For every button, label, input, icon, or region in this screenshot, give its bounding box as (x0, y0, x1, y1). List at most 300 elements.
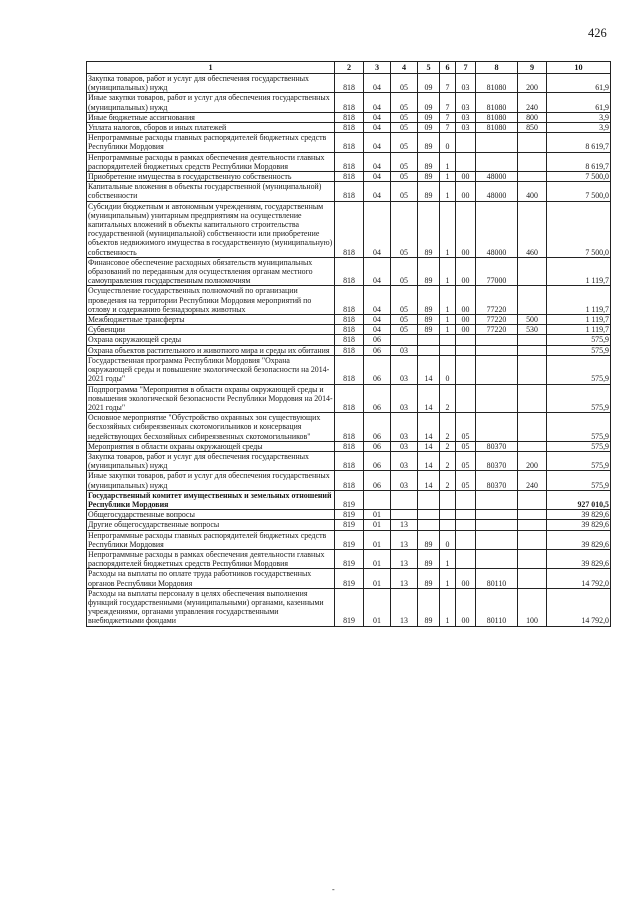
table-row (87, 112, 611, 122)
row-amount: 39 829,6 (547, 530, 611, 549)
row-code-c9: 800 (518, 112, 547, 122)
row-code-c6: 1 (440, 172, 456, 182)
row-code-c4: 05 (391, 182, 418, 201)
table-row (87, 74, 611, 93)
row-code-c3: 04 (364, 93, 391, 112)
row-code-c8: 48000 (476, 182, 518, 201)
row-code-c3: 04 (364, 152, 391, 171)
row-code-c3: 06 (364, 441, 391, 451)
row-name: Основное мероприятие "Обустройство охранных зон существующих бесхозяйных сибиреязвенных скотомогильников и консервация недействующих бесхозяйных сибиреязвенных скотомогильников" (87, 413, 335, 442)
row-code-c4: 05 (391, 201, 418, 257)
row-code-c6: 2 (440, 471, 456, 490)
row-code-c4: 03 (391, 441, 418, 451)
row-code-c3: 06 (364, 384, 391, 413)
row-code-c7: 00 (456, 182, 476, 201)
row-amount: 7 500,0 (547, 182, 611, 201)
row-code-c3: 04 (364, 172, 391, 182)
row-name: Межбюджетные трансферты (87, 315, 335, 325)
row-code-c7 (456, 335, 476, 345)
row-amount: 575,9 (547, 441, 611, 451)
row-code-c3: 01 (364, 520, 391, 530)
row-code-c9 (518, 490, 547, 509)
row-code-c5: 09 (418, 112, 440, 122)
row-code-c2: 818 (335, 286, 364, 315)
row-code-c3: 06 (364, 355, 391, 384)
column-header-4: 4 (391, 62, 418, 74)
row-code-c9 (518, 257, 547, 286)
row-code-c2: 819 (335, 510, 364, 520)
column-header-1: 1 (87, 62, 335, 74)
row-code-c3 (364, 490, 391, 509)
table-row (87, 588, 611, 626)
row-amount: 1 119,7 (547, 257, 611, 286)
row-code-c6: 7 (440, 74, 456, 93)
row-code-c9: 850 (518, 123, 547, 133)
row-name: Непрограммные расходы главных распорядителей бюджетных средств Республики Мордовия (87, 530, 335, 549)
row-name: Непрограммные расходы в рамках обеспечения деятельности главных распорядителей бюджетных средств Республики Мордовия (87, 152, 335, 171)
row-code-c8 (476, 384, 518, 413)
row-name: Иные закупки товаров, работ и услуг для обеспечения государственных (муниципальных) нужд (87, 93, 335, 112)
row-code-c4: 05 (391, 123, 418, 133)
row-code-c5: 89 (418, 315, 440, 325)
row-amount: 575,9 (547, 413, 611, 442)
row-name: Субсидии бюджетным и автономным учреждениям, государственным (муниципальным) унитарным предприятиям на осуществление капитальных вложений в объекты капитального строительства государственной (муниципальной) собственности или приобретение объектов недвижимого имущества в государственную (муниципальную) собственность (87, 201, 335, 257)
row-amount: 1 119,7 (547, 286, 611, 315)
row-code-c8: 77220 (476, 325, 518, 335)
table-row (87, 335, 611, 345)
row-code-c2: 818 (335, 257, 364, 286)
row-code-c5: 14 (418, 384, 440, 413)
row-code-c4: 05 (391, 172, 418, 182)
row-amount: 8 619,7 (547, 152, 611, 171)
row-code-c3: 06 (364, 413, 391, 442)
row-code-c8: 81080 (476, 123, 518, 133)
budget-table (86, 61, 611, 627)
row-code-c9 (518, 413, 547, 442)
row-code-c7: 03 (456, 74, 476, 93)
row-code-c2: 818 (335, 123, 364, 133)
row-code-c2: 818 (335, 133, 364, 152)
row-code-c3: 01 (364, 530, 391, 549)
row-code-c5 (418, 490, 440, 509)
row-code-c6: 1 (440, 201, 456, 257)
row-code-c4 (391, 490, 418, 509)
row-code-c4: 05 (391, 286, 418, 315)
row-code-c3: 04 (364, 315, 391, 325)
row-code-c7: 05 (456, 451, 476, 470)
row-code-c2: 818 (335, 451, 364, 470)
row-code-c5: 89 (418, 549, 440, 568)
row-amount: 575,9 (547, 471, 611, 490)
row-code-c8: 77000 (476, 257, 518, 286)
row-code-c3: 04 (364, 182, 391, 201)
row-code-c5 (418, 345, 440, 355)
row-code-c5: 14 (418, 441, 440, 451)
row-code-c3: 01 (364, 588, 391, 626)
row-code-c8: 81080 (476, 74, 518, 93)
row-code-c7 (456, 520, 476, 530)
row-code-c8: 48000 (476, 172, 518, 182)
row-code-c2: 819 (335, 490, 364, 509)
row-code-c2: 818 (335, 152, 364, 171)
row-amount: 7 500,0 (547, 201, 611, 257)
row-code-c2: 818 (335, 441, 364, 451)
row-code-c7: 05 (456, 471, 476, 490)
row-code-c9 (518, 335, 547, 345)
row-code-c4: 05 (391, 74, 418, 93)
table-row (87, 441, 611, 451)
row-amount: 575,9 (547, 345, 611, 355)
row-code-c7: 00 (456, 172, 476, 182)
row-code-c3: 04 (364, 201, 391, 257)
row-code-c6: 7 (440, 112, 456, 122)
row-amount: 61,9 (547, 74, 611, 93)
row-code-c3: 06 (364, 345, 391, 355)
table-row (87, 569, 611, 588)
row-code-c3: 04 (364, 74, 391, 93)
row-code-c6: 1 (440, 549, 456, 568)
table-row (87, 520, 611, 530)
row-code-c9: 500 (518, 315, 547, 325)
row-name: Государственная программа Республики Мордовия "Охрана окружающей среды и повышение экологической безопасности на 2014-2021 годы" (87, 355, 335, 384)
row-code-c7: 00 (456, 286, 476, 315)
footer-mark: - (332, 885, 335, 894)
table-row (87, 152, 611, 171)
row-code-c6: 0 (440, 530, 456, 549)
row-name: Государственный комитет имущественных и земельных отношений Республики Мордовия (87, 490, 335, 509)
row-code-c7: 05 (456, 413, 476, 442)
table-row (87, 315, 611, 325)
row-code-c6: 7 (440, 93, 456, 112)
row-name: Уплата налогов, сборов и иных платежей (87, 123, 335, 133)
page-number: 426 (588, 26, 607, 40)
row-code-c6: 2 (440, 413, 456, 442)
row-code-c5: 89 (418, 172, 440, 182)
row-code-c4: 05 (391, 152, 418, 171)
table-row (87, 413, 611, 442)
row-code-c7 (456, 345, 476, 355)
row-code-c8: 80370 (476, 441, 518, 451)
row-name: Субвенции (87, 325, 335, 335)
row-name: Общегосударственные вопросы (87, 510, 335, 520)
row-code-c9: 400 (518, 182, 547, 201)
row-amount: 39 829,6 (547, 510, 611, 520)
row-code-c2: 818 (335, 74, 364, 93)
column-header-2: 2 (335, 62, 364, 74)
table-row (87, 93, 611, 112)
table-row (87, 471, 611, 490)
row-code-c7 (456, 510, 476, 520)
row-code-c8 (476, 413, 518, 442)
row-code-c4: 03 (391, 384, 418, 413)
row-name: Непрограммные расходы главных распорядителей бюджетных средств Республики Мордовия (87, 133, 335, 152)
row-amount: 3,9 (547, 123, 611, 133)
row-code-c7: 03 (456, 112, 476, 122)
row-code-c4: 13 (391, 588, 418, 626)
row-code-c3: 01 (364, 510, 391, 520)
row-code-c6 (440, 520, 456, 530)
row-code-c9 (518, 345, 547, 355)
row-code-c2: 818 (335, 93, 364, 112)
column-header-7: 7 (456, 62, 476, 74)
row-code-c9 (518, 441, 547, 451)
row-code-c6: 1 (440, 182, 456, 201)
row-code-c7: 00 (456, 325, 476, 335)
column-header-3: 3 (364, 62, 391, 74)
column-header-10: 10 (547, 62, 611, 74)
table-row (87, 510, 611, 520)
table-row (87, 490, 611, 509)
row-code-c7: 00 (456, 257, 476, 286)
row-code-c8 (476, 490, 518, 509)
row-code-c3: 06 (364, 471, 391, 490)
row-name: Мероприятия в области охраны окружающей среды (87, 441, 335, 451)
row-code-c9: 530 (518, 325, 547, 335)
table-row (87, 123, 611, 133)
row-code-c5: 89 (418, 201, 440, 257)
row-code-c7 (456, 384, 476, 413)
row-code-c7: 00 (456, 588, 476, 626)
row-code-c6: 1 (440, 152, 456, 171)
row-amount: 575,9 (547, 384, 611, 413)
row-amount: 8 619,7 (547, 133, 611, 152)
row-code-c6: 2 (440, 441, 456, 451)
row-code-c2: 819 (335, 520, 364, 530)
table-row (87, 530, 611, 549)
table-row (87, 355, 611, 384)
row-code-c7 (456, 355, 476, 384)
table-row (87, 384, 611, 413)
row-code-c4: 05 (391, 93, 418, 112)
row-code-c5: 89 (418, 588, 440, 626)
row-name: Охрана окружающей среды (87, 335, 335, 345)
row-code-c2: 819 (335, 530, 364, 549)
row-code-c8 (476, 152, 518, 171)
row-code-c9 (518, 133, 547, 152)
row-code-c5: 09 (418, 74, 440, 93)
table-row (87, 257, 611, 286)
row-code-c9: 240 (518, 471, 547, 490)
row-code-c5: 89 (418, 182, 440, 201)
row-amount: 1 119,7 (547, 325, 611, 335)
row-code-c3: 04 (364, 133, 391, 152)
table-row (87, 182, 611, 201)
row-code-c7 (456, 152, 476, 171)
row-code-c5: 89 (418, 152, 440, 171)
row-code-c8: 80370 (476, 451, 518, 470)
row-code-c6: 1 (440, 286, 456, 315)
row-code-c5: 89 (418, 569, 440, 588)
row-code-c4: 03 (391, 413, 418, 442)
row-code-c9 (518, 172, 547, 182)
row-code-c8: 77220 (476, 315, 518, 325)
row-code-c4: 13 (391, 569, 418, 588)
row-code-c6 (440, 510, 456, 520)
row-code-c4: 05 (391, 257, 418, 286)
row-amount: 7 500,0 (547, 172, 611, 182)
row-code-c9 (518, 384, 547, 413)
row-code-c7: 00 (456, 201, 476, 257)
row-code-c6 (440, 345, 456, 355)
row-code-c4: 03 (391, 345, 418, 355)
row-amount: 39 829,6 (547, 520, 611, 530)
row-code-c5 (418, 335, 440, 345)
row-code-c9: 460 (518, 201, 547, 257)
row-code-c8 (476, 133, 518, 152)
table-row (87, 325, 611, 335)
row-code-c6 (440, 335, 456, 345)
row-code-c2: 819 (335, 569, 364, 588)
row-code-c6: 2 (440, 451, 456, 470)
row-code-c2: 818 (335, 201, 364, 257)
row-code-c5: 14 (418, 451, 440, 470)
row-code-c2: 818 (335, 335, 364, 345)
row-amount: 39 829,6 (547, 549, 611, 568)
row-code-c9: 100 (518, 588, 547, 626)
row-code-c4: 13 (391, 549, 418, 568)
row-code-c8: 81080 (476, 93, 518, 112)
row-code-c8 (476, 335, 518, 345)
column-header-9: 9 (518, 62, 547, 74)
row-code-c9 (518, 549, 547, 568)
row-code-c6 (440, 490, 456, 509)
row-code-c5: 89 (418, 325, 440, 335)
row-code-c8: 80110 (476, 588, 518, 626)
row-amount: 575,9 (547, 451, 611, 470)
row-code-c6: 0 (440, 133, 456, 152)
row-code-c2: 818 (335, 182, 364, 201)
row-code-c8 (476, 345, 518, 355)
row-code-c6: 0 (440, 355, 456, 384)
row-code-c7: 03 (456, 123, 476, 133)
row-code-c7: 00 (456, 569, 476, 588)
row-code-c9: 200 (518, 74, 547, 93)
row-code-c9 (518, 510, 547, 520)
row-code-c2: 818 (335, 112, 364, 122)
row-code-c8 (476, 355, 518, 384)
table-row (87, 345, 611, 355)
row-name: Капитальные вложения в объекты государственной (муниципальной) собственности (87, 182, 335, 201)
row-code-c2: 818 (335, 471, 364, 490)
row-code-c2: 818 (335, 345, 364, 355)
row-code-c4: 05 (391, 133, 418, 152)
row-code-c8: 80370 (476, 471, 518, 490)
row-code-c5: 89 (418, 286, 440, 315)
row-amount: 3,9 (547, 112, 611, 122)
row-name: Иные бюджетные ассигнования (87, 112, 335, 122)
row-code-c2: 818 (335, 325, 364, 335)
row-code-c4: 03 (391, 471, 418, 490)
row-amount: 14 792,0 (547, 569, 611, 588)
row-code-c4: 13 (391, 530, 418, 549)
row-code-c2: 819 (335, 549, 364, 568)
row-code-c6: 1 (440, 588, 456, 626)
column-header-5: 5 (418, 62, 440, 74)
row-code-c6: 1 (440, 325, 456, 335)
row-code-c5: 89 (418, 133, 440, 152)
row-code-c9 (518, 152, 547, 171)
row-code-c5: 09 (418, 93, 440, 112)
row-name: Закупка товаров, работ и услуг для обеспечения государственных (муниципальных) нужд (87, 74, 335, 93)
table-row (87, 549, 611, 568)
row-code-c9 (518, 530, 547, 549)
row-code-c3: 01 (364, 549, 391, 568)
row-code-c6: 1 (440, 569, 456, 588)
row-code-c6: 1 (440, 257, 456, 286)
row-amount: 575,9 (547, 355, 611, 384)
row-code-c5: 14 (418, 471, 440, 490)
row-code-c8 (476, 549, 518, 568)
row-code-c5: 14 (418, 355, 440, 384)
row-code-c9: 240 (518, 93, 547, 112)
row-code-c8: 80110 (476, 569, 518, 588)
row-code-c2: 818 (335, 355, 364, 384)
row-code-c2: 818 (335, 315, 364, 325)
row-code-c5 (418, 510, 440, 520)
row-code-c2: 818 (335, 384, 364, 413)
row-amount: 927 010,5 (547, 490, 611, 509)
row-code-c7 (456, 490, 476, 509)
row-code-c4: 05 (391, 325, 418, 335)
row-code-c3: 04 (364, 325, 391, 335)
column-header-6: 6 (440, 62, 456, 74)
row-code-c4 (391, 335, 418, 345)
row-name: Другие общегосударственные вопросы (87, 520, 335, 530)
row-code-c3: 04 (364, 286, 391, 315)
row-code-c3: 04 (364, 112, 391, 122)
row-code-c8 (476, 520, 518, 530)
row-code-c5: 89 (418, 257, 440, 286)
row-code-c7: 00 (456, 315, 476, 325)
row-code-c9: 200 (518, 451, 547, 470)
table-row (87, 201, 611, 257)
row-name: Финансовое обеспечение расходных обязательств муниципальных образований по переданным для осуществления органам местного самоуправления государственным полномочиям (87, 257, 335, 286)
row-code-c9 (518, 286, 547, 315)
row-code-c4: 03 (391, 355, 418, 384)
row-code-c3: 06 (364, 451, 391, 470)
row-name: Подпрограмма "Мероприятия в области охраны окружающей среды и повышения экологической безопасности Республики Мордовия на 2014-2021 годы" (88, 384, 333, 412)
row-code-c2: 818 (335, 413, 364, 442)
row-code-c9 (518, 569, 547, 588)
row-code-c8 (476, 510, 518, 520)
row-code-c9 (518, 355, 547, 384)
row-code-c4: 05 (391, 315, 418, 325)
row-code-c5: 09 (418, 123, 440, 133)
table-row (87, 451, 611, 470)
row-name: Расходы на выплаты персоналу в целях обеспечения выполнения функций государственными (муниципальными) органами, казенными учреждениями, органами управления государственными внебюджетными фондами (87, 588, 335, 626)
row-code-c2: 819 (335, 588, 364, 626)
row-code-c7 (456, 549, 476, 568)
row-name: Приобретение имущества в государственную собственность (87, 172, 335, 182)
row-code-c6: 7 (440, 123, 456, 133)
table-row (87, 133, 611, 152)
column-header-8: 8 (476, 62, 518, 74)
row-code-c4: 13 (391, 520, 418, 530)
table-header-row (87, 62, 611, 74)
row-amount: 1 119,7 (547, 315, 611, 325)
row-code-c5: 89 (418, 530, 440, 549)
row-name: Расходы на выплаты по оплате труда работников государственных органов Республики Мордовия (87, 569, 335, 588)
row-code-c4: 05 (391, 112, 418, 122)
row-code-c6: 1 (440, 315, 456, 325)
row-code-c5 (418, 520, 440, 530)
row-code-c7 (456, 133, 476, 152)
row-code-c3: 04 (364, 257, 391, 286)
table-row (87, 286, 611, 315)
row-code-c2: 818 (335, 172, 364, 182)
row-name: Непрограммные расходы в рамках обеспечения деятельности главных распорядителей бюджетных средств Республики Мордовия (87, 549, 335, 568)
row-name: Закупка товаров, работ и услуг для обеспечения государственных (муниципальных) нужд (87, 451, 335, 470)
